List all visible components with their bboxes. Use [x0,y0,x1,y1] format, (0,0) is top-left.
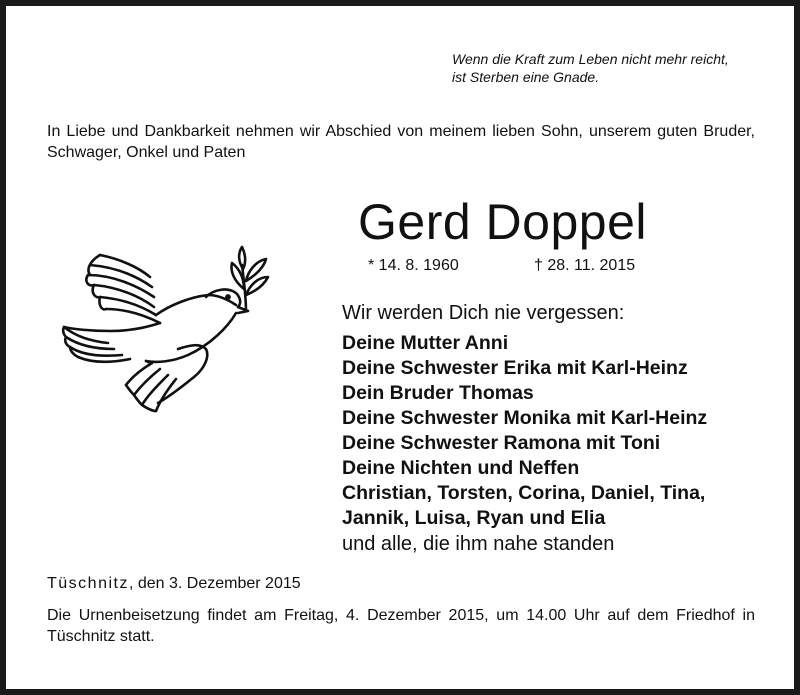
burial-notice: Die Urnenbeisetzung findet am Freitag, 4. Dezember 2015, um 14.00 Uhr auf dem Friedhof in Tüschnitz statt. [47,607,755,645]
epigraph-quote [452,50,729,86]
mourner-line: Christian, Torsten, Corina, Daniel, Tina, [342,482,706,504]
mourner-line: Deine Schwester Erika mit Karl-Heinz [342,357,688,379]
birth-date: * 14. 8. 1960 [368,257,459,274]
mourner-line: Dein Bruder Thomas [342,382,534,404]
quote-line-1: Wenn die Kraft zum Leben nicht mehr reicht, [452,51,729,67]
deceased-name: Gerd Doppel [358,194,647,250]
mourners-heading: Wir werden Dich nie vergessen: [342,302,625,324]
mourner-line: Deine Schwester Monika mit Karl-Heinz [342,407,708,429]
dove-with-olive-branch-icon [60,245,275,415]
place-and-date [47,574,301,594]
mourners-list [342,301,782,558]
intro-paragraph: In Liebe und Dankbarkeit nehmen wir Abschied von meinem lieben Sohn, unserem guten Bruder, Schwager, Onkel und Paten [47,123,755,161]
quote-line-2: ist Sterben eine Gnade. [452,69,600,85]
mourner-line: Deine Nichten und Neffen [342,457,580,479]
notice-date: , den 3. Dezember 2015 [128,575,301,592]
mourners-closing: und alle, die ihm nahe standen [342,533,615,555]
mourner-line: Jannik, Luisa, Ryan und Elia [342,507,606,529]
mourner-line: Deine Schwester Ramona mit Toni [342,432,661,454]
mourner-line: Deine Mutter Anni [342,332,509,354]
death-date: † 28. 11. 2015 [534,257,636,274]
place-name: Tüschnitz [47,575,129,592]
